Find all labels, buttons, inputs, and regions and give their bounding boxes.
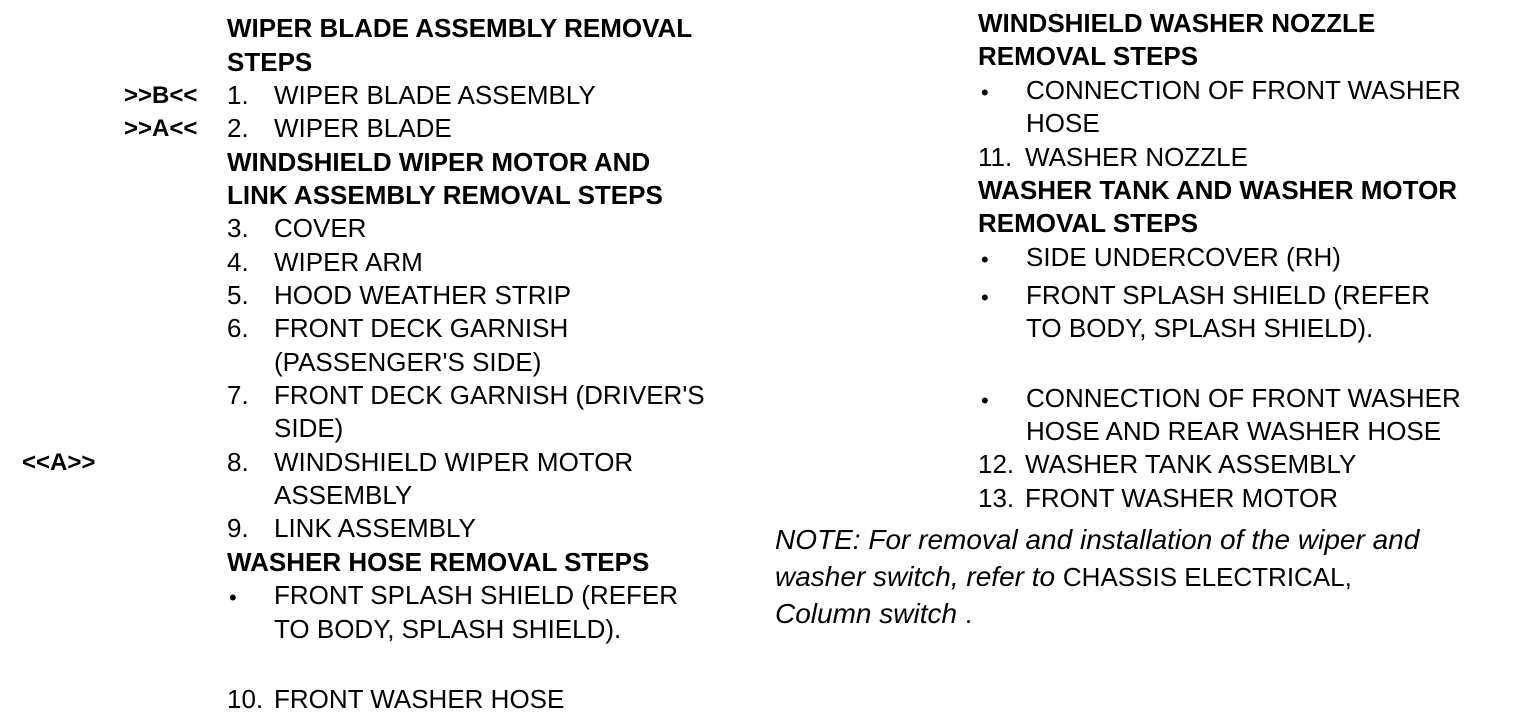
- list-item: [227, 246, 423, 279]
- note-text: washer switch, refer to: [775, 561, 1056, 592]
- bullet-item: FRONT SPLASH SHIELD (REFER: [1026, 280, 1431, 310]
- section-title-washer-tank-cont: REMOVAL STEPS: [978, 208, 1199, 238]
- list-item-continuation: (PASSENGER'S SIDE): [274, 347, 542, 377]
- list-item: [227, 512, 476, 545]
- item-number: 12.: [978, 449, 1015, 479]
- bullet-icon: •: [981, 80, 989, 105]
- item-text: HOOD WEATHER STRIP: [274, 280, 572, 310]
- note-line: [775, 595, 972, 633]
- item-number: 9.: [227, 513, 249, 543]
- bullet-icon: •: [981, 388, 989, 413]
- item-number: 3.: [227, 213, 249, 243]
- item-text: WIPER ARM: [274, 247, 423, 277]
- list-item: [227, 279, 571, 312]
- item-number: 11.: [978, 142, 1013, 172]
- item-number: 6.: [227, 313, 249, 343]
- list-item: [227, 312, 568, 345]
- item-number: 4.: [227, 247, 249, 277]
- section-title-washer-nozzle: WINDSHIELD WASHER NOZZLE: [978, 8, 1376, 38]
- item-text: WIPER BLADE: [274, 113, 452, 143]
- bullet-item: SIDE UNDERCOVER (RH): [1026, 242, 1341, 272]
- list-item: [227, 446, 633, 479]
- item-text: FRONT WASHER HOSE: [274, 684, 565, 714]
- note-line: NOTE: For removal and installation of the wiper and: [775, 524, 1420, 555]
- bullet-icon: •: [229, 585, 237, 610]
- item-number: 13.: [978, 483, 1015, 513]
- item-number: 10.: [227, 684, 264, 714]
- item-text: WASHER NOZZLE: [1025, 142, 1248, 172]
- marker-install-a: <<A>>: [22, 449, 96, 476]
- item-text: COVER: [274, 213, 367, 243]
- item-text: FRONT DECK GARNISH (DRIVER'S: [274, 380, 705, 410]
- marker-b: >>B<<: [124, 82, 198, 109]
- list-item-continuation: ASSEMBLY: [274, 480, 413, 510]
- list-item: [227, 79, 596, 112]
- item-text: WIPER BLADE ASSEMBLY: [274, 80, 596, 110]
- item-text: WINDSHIELD WIPER MOTOR: [274, 447, 634, 477]
- section-title-wiper-motor-cont: LINK ASSEMBLY REMOVAL STEPS: [227, 180, 663, 210]
- item-text: LINK ASSEMBLY: [274, 513, 476, 543]
- section-title-washer-nozzle-cont: REMOVAL STEPS: [978, 41, 1199, 71]
- list-item: [227, 212, 366, 245]
- bullet-item: CONNECTION OF FRONT WASHER: [1026, 75, 1461, 105]
- bullet-item-continuation: HOSE AND REAR WASHER HOSE: [1026, 416, 1442, 446]
- list-item: [227, 112, 452, 145]
- note-line: [775, 558, 1352, 596]
- list-item: [978, 448, 1356, 481]
- list-item: [227, 379, 705, 412]
- bullet-item: FRONT SPLASH SHIELD (REFER: [274, 580, 679, 610]
- note-reference-link[interactable]: Column switch: [775, 598, 958, 629]
- list-item: [978, 482, 1338, 515]
- item-number: 8.: [227, 447, 249, 477]
- section-title-washer-tank: WASHER TANK AND WASHER MOTOR: [978, 175, 1458, 205]
- item-text: FRONT DECK GARNISH: [274, 313, 569, 343]
- marker-a: >>A<<: [124, 115, 198, 142]
- item-number: 1.: [227, 80, 249, 110]
- bullet-item-continuation: TO BODY, SPLASH SHIELD).: [274, 614, 622, 644]
- section-title-wiper-motor: WINDSHIELD WIPER MOTOR AND: [227, 147, 651, 177]
- bullet-item: CONNECTION OF FRONT WASHER: [1026, 383, 1461, 413]
- list-item: [227, 683, 564, 716]
- item-number: 2.: [227, 113, 249, 143]
- section-title-wiper-blade: WIPER BLADE ASSEMBLY REMOVAL: [227, 13, 693, 43]
- list-item-continuation: SIDE): [274, 413, 344, 443]
- bullet-item-continuation: TO BODY, SPLASH SHIELD).: [1026, 313, 1374, 343]
- item-number: 5.: [227, 280, 249, 310]
- note-period: .: [964, 599, 973, 629]
- bullet-icon: •: [981, 285, 989, 310]
- item-text: FRONT WASHER MOTOR: [1025, 483, 1338, 513]
- bullet-icon: •: [981, 247, 989, 272]
- item-text: WASHER TANK ASSEMBLY: [1025, 449, 1357, 479]
- section-title-washer-hose: WASHER HOSE REMOVAL STEPS: [227, 547, 650, 577]
- note-reference: CHASSIS ELECTRICAL,: [1062, 562, 1352, 592]
- section-title-wiper-blade-cont: STEPS: [227, 47, 313, 77]
- list-item: [978, 141, 1248, 174]
- item-number: 7.: [227, 380, 249, 410]
- bullet-item-continuation: HOSE: [1026, 108, 1100, 138]
